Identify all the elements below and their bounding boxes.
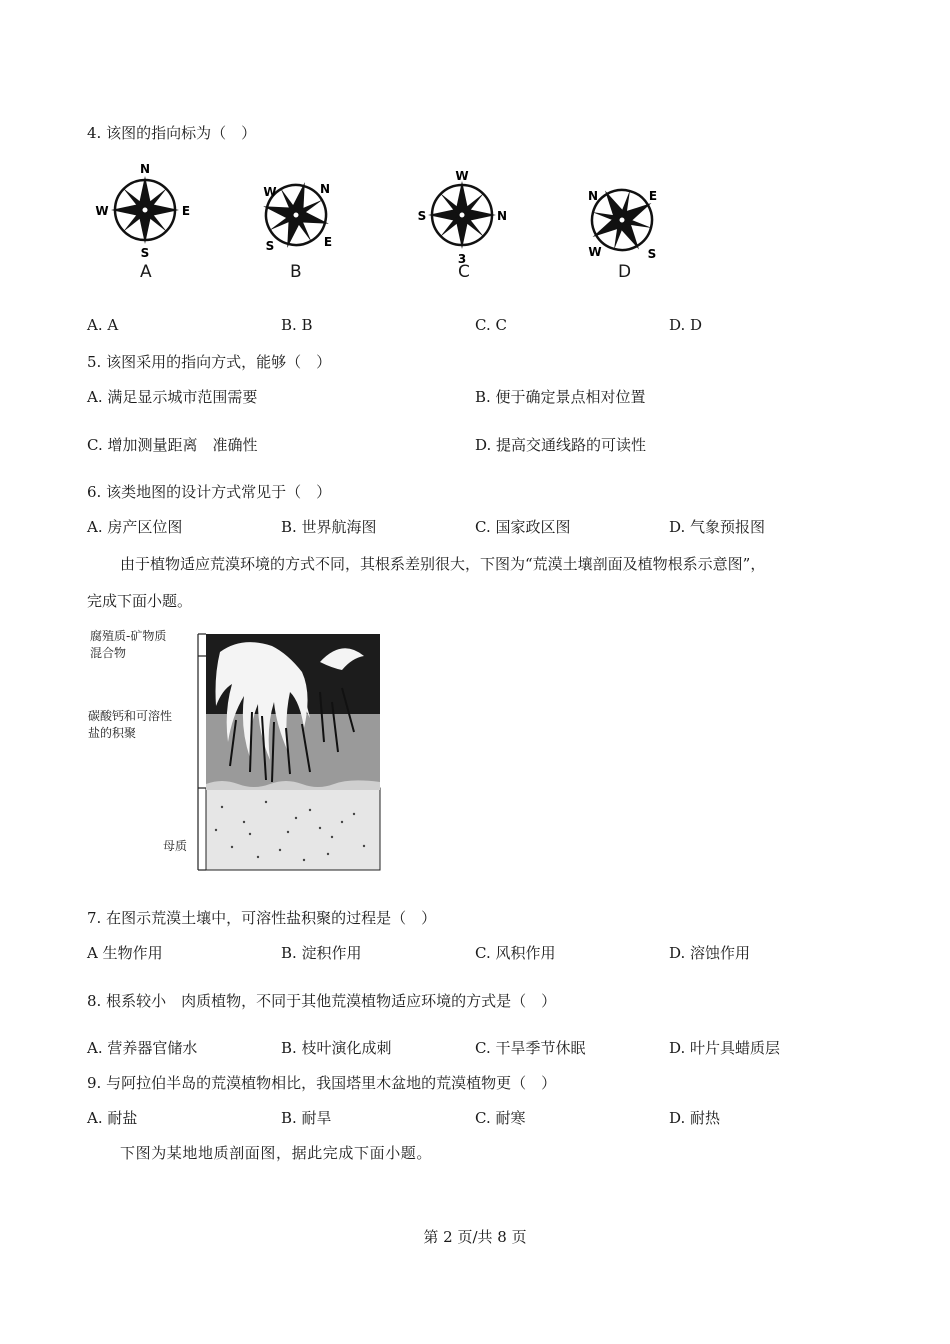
compass-b-n: N	[319, 182, 331, 196]
soil-intro-line-1: 由于植物适应荒漠环境的方式不同，其根系差别很大，下图为“荒漠土壤剖面及植物根系示意图”，	[120, 555, 766, 573]
q5-option-d[interactable]: D. 提高交通线路的可读性	[475, 436, 647, 454]
geology-intro: 下图为某地地质剖面图，据此完成下面小题。	[120, 1144, 433, 1162]
compass-d-e: E	[648, 189, 658, 203]
compass-c-3: 3	[457, 252, 467, 266]
compass-c-n: N	[496, 209, 508, 223]
q7-option-b[interactable]: B. 淀积作用	[281, 944, 362, 962]
compass-a-n: N	[139, 162, 151, 176]
q6-option-a[interactable]: A. 房产区位图	[87, 518, 183, 536]
q9-option-c[interactable]: C. 耐寒	[475, 1109, 526, 1127]
q8-option-d[interactable]: D. 叶片具蜡质层	[669, 1039, 781, 1057]
q5-option-a[interactable]: A. 满足显示城市范围需要	[87, 388, 258, 406]
compass-a-e: E	[181, 204, 191, 218]
compass-label-c: C	[458, 262, 470, 282]
q4-option-c[interactable]: C. C	[475, 316, 507, 334]
compass-b-w: W	[263, 185, 277, 199]
compass-d-n: N	[587, 189, 599, 203]
question-7-stem: 7. 在图示荒漠土壤中，可溶性盐积聚的过程是（ ）	[87, 909, 437, 927]
q9-option-b[interactable]: B. 耐旱	[281, 1109, 332, 1127]
q6-option-b[interactable]: B. 世界航海图	[281, 518, 377, 536]
soil-label-humus: 腐殖质-矿物质 混合物	[90, 629, 167, 660]
question-5-stem: 5. 该图采用的指向方式，能够（ ）	[87, 353, 332, 371]
soil-intro-line-2: 完成下面小题。	[87, 592, 193, 610]
q5-option-b[interactable]: B. 便于确定景点相对位置	[475, 388, 646, 406]
compass-a-s: S	[140, 246, 150, 260]
q4-option-a[interactable]: A. A	[87, 316, 119, 334]
compass-a-icon	[95, 162, 190, 260]
question-6-stem: 6. 该类地图的设计方式常见于（ ）	[87, 483, 332, 501]
compass-d-s: S	[647, 247, 657, 261]
compass-options-figure	[90, 160, 690, 285]
compass-c-icon	[418, 169, 507, 266]
q9-option-d[interactable]: D. 耐热	[669, 1109, 721, 1127]
compass-d-w: W	[588, 245, 602, 259]
question-4-stem: 4. 该图的指向标为（ ）	[87, 124, 257, 142]
compass-b-icon	[254, 173, 337, 256]
q7-option-d[interactable]: D. 溶蚀作用	[669, 944, 751, 962]
q8-option-b[interactable]: B. 枝叶演化成刺	[281, 1039, 392, 1057]
q4-option-b[interactable]: B. B	[281, 316, 313, 334]
q9-option-a[interactable]: A. 耐盐	[87, 1109, 138, 1127]
q4-option-d[interactable]: D. D	[669, 316, 703, 334]
soil-profile-figure	[192, 632, 384, 872]
q6-option-c[interactable]: C. 国家政区图	[475, 518, 571, 536]
soil-label-parent-material: 母质	[163, 839, 188, 853]
compass-label-b: B	[290, 262, 302, 282]
q6-option-d[interactable]: D. 气象预报图	[669, 518, 766, 536]
q7-option-c[interactable]: C. 风积作用	[475, 944, 556, 962]
q8-option-a[interactable]: A. 营养器官储水	[87, 1039, 198, 1057]
compass-b-e: E	[323, 235, 333, 249]
q7-option-a[interactable]: A 生物作用	[87, 944, 163, 962]
question-9-stem: 9. 与阿拉伯半岛的荒漠植物相比，我国塔里木盆地的荒漠植物更（ ）	[87, 1074, 557, 1092]
q8-option-c[interactable]: C. 干旱季节休眠	[475, 1039, 586, 1057]
compass-d-icon	[576, 174, 669, 267]
compass-c-s: S	[417, 209, 427, 223]
page-footer: 第 2 页/共 8 页	[423, 1228, 527, 1246]
soil-label-carbonate: 碳酸钙和可溶性 盐的积聚	[88, 709, 173, 740]
question-8-stem: 8. 根系较小 肉质植物，不同于其他荒漠植物适应环境的方式是（ ）	[87, 992, 557, 1010]
compass-a-w: W	[95, 204, 109, 218]
compass-c-w: W	[455, 169, 469, 183]
q5-option-c[interactable]: C. 增加测量距离 准确性	[87, 436, 258, 454]
compass-b-s: S	[265, 239, 275, 253]
compass-label-a: A	[140, 262, 152, 282]
compass-label-d: D	[618, 262, 632, 282]
